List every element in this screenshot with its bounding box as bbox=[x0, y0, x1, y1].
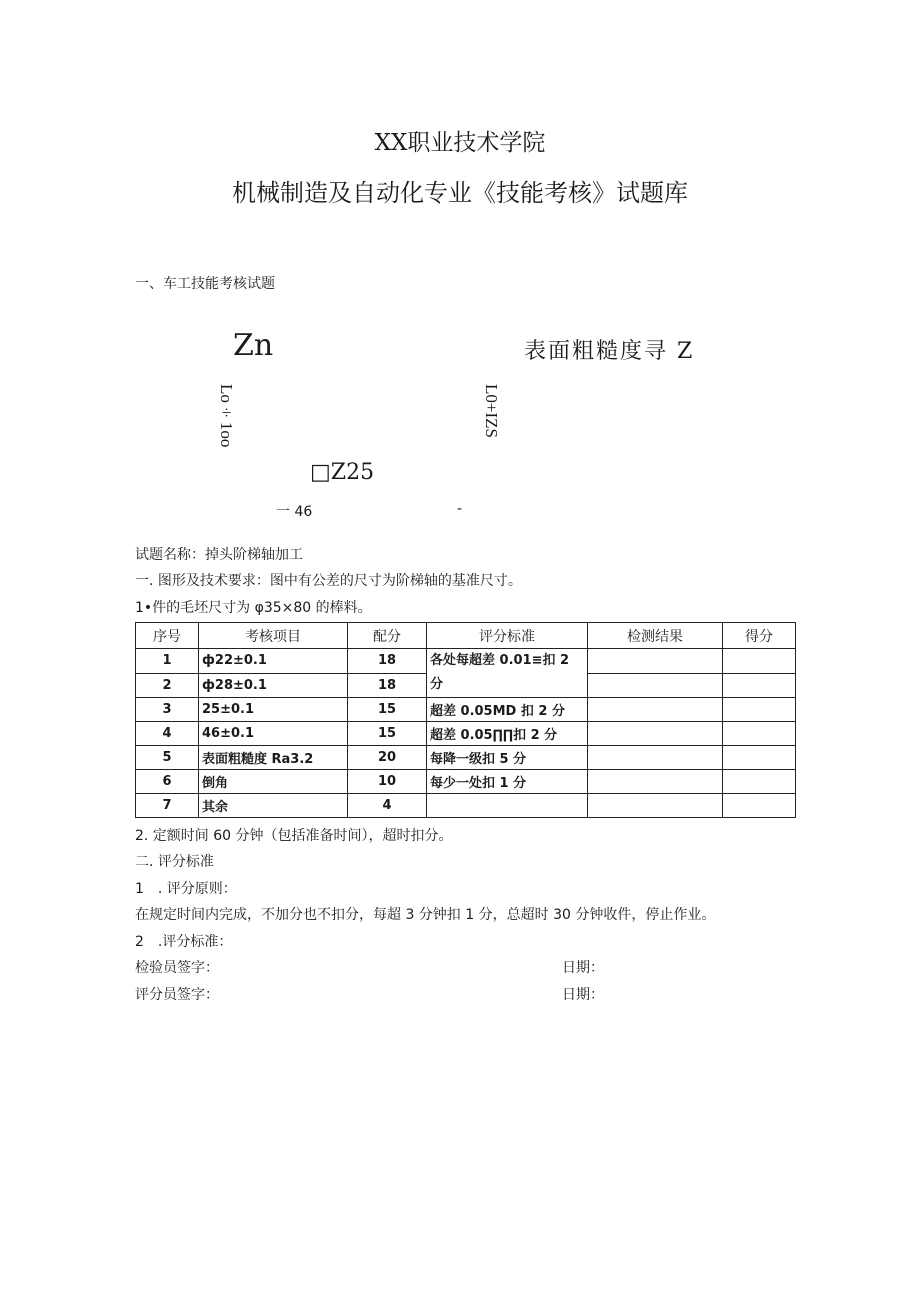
document-subtitle: 机械制造及自动化专业《技能考核》试题库 bbox=[232, 179, 688, 207]
row-item: ф28±0.1 bbox=[199, 673, 348, 698]
row-item: 46±0.1 bbox=[199, 722, 348, 746]
row-points bbox=[723, 722, 796, 746]
table-row bbox=[136, 746, 796, 770]
row-item: 25±0.1 bbox=[199, 698, 348, 722]
row-score: 20 bbox=[348, 746, 427, 770]
table-row bbox=[136, 649, 796, 674]
row-result bbox=[588, 770, 723, 794]
requirements-title: 一. 图形及技术要求：图中有公差的尺寸为阶梯轴的基准尺寸。 bbox=[135, 573, 522, 589]
standard-title: 2 .评分标准： bbox=[135, 934, 233, 950]
row-item: 表面粗糙度 Ra3.2 bbox=[199, 746, 348, 770]
row-points bbox=[723, 770, 796, 794]
row-no: 4 bbox=[136, 722, 199, 746]
row-item: 其余 bbox=[199, 794, 348, 818]
row-points bbox=[723, 649, 796, 674]
table-row bbox=[136, 698, 796, 722]
row-no: 2 bbox=[136, 673, 199, 698]
row-no: 5 bbox=[136, 746, 199, 770]
section-heading-scoring: 二. 评分标准 bbox=[135, 854, 214, 870]
drawing-label-z25: □Z25 bbox=[310, 460, 375, 485]
row-result bbox=[588, 794, 723, 818]
row-result bbox=[588, 698, 723, 722]
table-row bbox=[136, 770, 796, 794]
row-score: 15 bbox=[348, 722, 427, 746]
row-score: 18 bbox=[348, 673, 427, 698]
row-standard: 超差 0.05MD 扣 2 分 bbox=[427, 698, 588, 722]
header-points: 得分 bbox=[723, 623, 796, 649]
row-points bbox=[723, 698, 796, 722]
row-no: 7 bbox=[136, 794, 199, 818]
principle-title: 1 . 评分原则： bbox=[135, 881, 237, 897]
header-item: 考核项目 bbox=[199, 623, 348, 649]
inspector-date-label: 日期： bbox=[562, 960, 604, 976]
scoring-table bbox=[135, 622, 796, 818]
row-result bbox=[588, 746, 723, 770]
row-result bbox=[588, 649, 723, 674]
row-points bbox=[723, 794, 796, 818]
table-header-row bbox=[136, 623, 796, 649]
row-item: 倒角 bbox=[199, 770, 348, 794]
header-result: 检测结果 bbox=[588, 623, 723, 649]
row-score: 4 bbox=[348, 794, 427, 818]
row-standard bbox=[427, 794, 588, 818]
row-no: 3 bbox=[136, 698, 199, 722]
school-title: XX职业技术学院 bbox=[374, 130, 546, 156]
row-no: 1 bbox=[136, 649, 199, 674]
test-name: 试题名称：掉头阶梯轴加工 bbox=[135, 547, 303, 563]
row-score: 10 bbox=[348, 770, 427, 794]
principle-text: 在规定时间内完成，不加分也不扣分，每超 3 分钟扣 1 分，总超时 30 分钟收件，停止作业。 bbox=[135, 907, 716, 923]
scorer-date-label: 日期： bbox=[562, 987, 604, 1003]
scorer-signature-label: 评分员签字： bbox=[135, 987, 219, 1003]
section-heading-lathe: 一、车工技能考核试题 bbox=[135, 276, 275, 292]
drawing-label-zn: Zn bbox=[233, 328, 274, 363]
row-standard-merged: 各处每超差 0.01≡扣 2 分 bbox=[427, 649, 588, 698]
drawing-vertical-dim-right: L0+IZS bbox=[482, 384, 501, 438]
row-standard: 超差 0.05∏∏扣 2 分 bbox=[427, 722, 588, 746]
header-no: 序号 bbox=[136, 623, 199, 649]
row-result bbox=[588, 673, 723, 698]
row-points bbox=[723, 746, 796, 770]
table-row bbox=[136, 794, 796, 818]
requirement-1: 1•件的毛坯尺寸为 φ35×80 的棒料。 bbox=[135, 600, 372, 616]
drawing-vertical-dim-left: Lo÷1oo bbox=[217, 384, 236, 448]
row-standard: 每降一级扣 5 分 bbox=[427, 746, 588, 770]
row-item: ф22±0.1 bbox=[199, 649, 348, 674]
row-score: 18 bbox=[348, 649, 427, 674]
row-result bbox=[588, 722, 723, 746]
row-no: 6 bbox=[136, 770, 199, 794]
header-standard: 评分标准 bbox=[427, 623, 588, 649]
table-row bbox=[136, 722, 796, 746]
drawing-dim-dash: - bbox=[457, 501, 463, 517]
row-standard: 每少一处扣 1 分 bbox=[427, 770, 588, 794]
drawing-label-roughness: 表面粗糙度寻 Z bbox=[524, 339, 695, 364]
row-score: 15 bbox=[348, 698, 427, 722]
header-score: 配分 bbox=[348, 623, 427, 649]
requirement-2: 2. 定额时间 60 分钟（包括准备时间），超时扣分。 bbox=[135, 828, 453, 844]
inspector-signature-label: 检验员签字： bbox=[135, 960, 219, 976]
drawing-dim-46: 一 46 bbox=[276, 504, 313, 520]
row-points bbox=[723, 673, 796, 698]
